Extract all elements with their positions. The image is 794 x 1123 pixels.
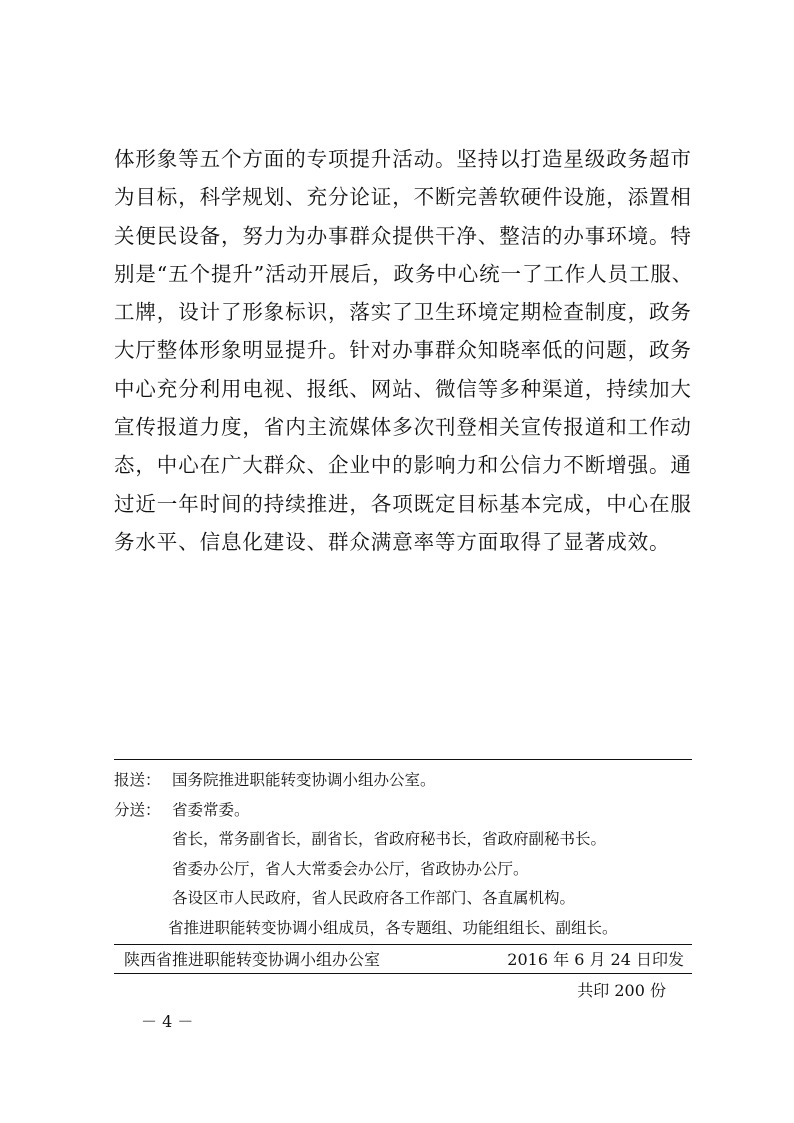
copy-to-value: 省推进职能转变协调小组成员，各专题组、功能组组长、副组长。 xyxy=(168,918,618,937)
report-to-value: 国务院推进职能转变协调小组办公室。 xyxy=(172,771,436,789)
report-to-row xyxy=(114,766,694,796)
body-line: 中心充分利用电视、报纸、网站、微信等多种渠道，持续加大 xyxy=(114,376,692,401)
print-copies: 共印 200 份 xyxy=(577,981,666,1000)
copy-to-value: 省委办公厅，省人大常委会办公厅，省政协办公厅。 xyxy=(172,859,529,878)
body-line: 为目标，科学规划、充分论证，不断完善软硬件设施，添置相 xyxy=(114,185,692,210)
body-line: 务水平、信息化建设、群众满意率等方面取得了显著成效。 xyxy=(114,529,671,554)
copy-to-row xyxy=(114,855,694,885)
distribution-top-rule xyxy=(114,759,692,760)
body-line: 过近一年时间的持续推进，各项既定目标基本完成，中心在服 xyxy=(114,491,692,516)
copy-to-value: 省委常委。 xyxy=(172,800,250,819)
distribution-block xyxy=(114,766,694,943)
body-line: 工牌，设计了形象标识，落实了卫生环境定期检查制度，政务 xyxy=(114,300,692,325)
issue-date: 2016 年 6 月 24 日印发 xyxy=(507,950,684,969)
body-line: 关便民设备，努力为办事群众提供干净、整洁的办事环境。特 xyxy=(114,223,692,248)
copy-to-row xyxy=(114,825,694,855)
body-line: 宣传报道力度，省内主流媒体多次刊登相关宣传报道和工作动 xyxy=(114,415,692,440)
body-line: 别是“五个提升”活动开展后，政务中心统一了工作人员工服、 xyxy=(114,261,694,286)
page-number: － 4 － xyxy=(141,1012,194,1031)
copy-to-row xyxy=(114,796,694,826)
copy-to-row xyxy=(114,884,694,914)
copy-to-value: 各设区市人民政府，省人民政府各工作部门、各直属机构。 xyxy=(172,889,576,907)
copy-to-value: 省长，常务副省长，副省长，省政府秘书长，省政府副秘书长。 xyxy=(172,830,607,848)
issuer-bottom-rule xyxy=(114,973,692,974)
issuer-name: 陕西省推进职能转变协调小组办公室 xyxy=(124,950,381,969)
body-line: 大厅整体形象明显提升。针对办事群众知晓率低的问题，政务 xyxy=(114,338,692,363)
copy-to-row xyxy=(114,914,694,944)
issuer-row xyxy=(114,947,694,973)
body-paragraph xyxy=(114,140,694,561)
body-line: 体形象等五个方面的专项提升活动。坚持以打造星级政务超市 xyxy=(114,147,692,171)
issuer-top-rule xyxy=(114,944,692,945)
body-line: 态，中心在广大群众、企业中的影响力和公信力不断增强。通 xyxy=(114,453,692,478)
copy-to-label: 分送： xyxy=(114,800,161,819)
report-to-label: 报送： xyxy=(114,771,161,789)
